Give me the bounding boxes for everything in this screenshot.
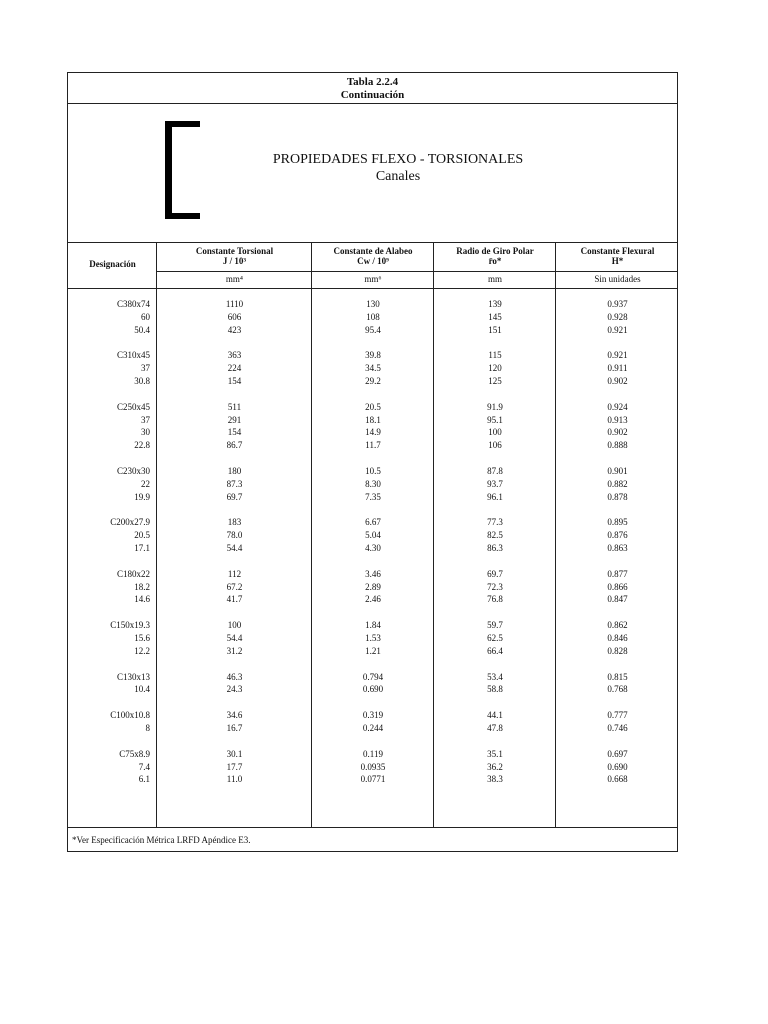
warping-cell: 2.89 — [365, 581, 381, 592]
warping-cell: 18.1 — [365, 414, 381, 425]
group-spacer — [68, 555, 677, 568]
flexural-cell: 0.878 — [607, 491, 628, 502]
flexural-header-line1: Constante Flexural — [580, 246, 655, 256]
table-row — [68, 542, 677, 555]
flexural-cell: 0.847 — [607, 594, 628, 605]
designation-cell: C150x19.3 — [110, 620, 150, 631]
group-spacer — [68, 658, 677, 671]
table-row — [68, 748, 677, 761]
table-row — [68, 414, 677, 427]
channel-section-icon — [162, 119, 202, 221]
flexural-cell: 0.828 — [607, 645, 628, 656]
torsion-cell: 1110 — [225, 299, 244, 309]
torsion-unit: mm⁴ — [225, 274, 244, 284]
table-row — [68, 581, 677, 594]
warping-cell: 0.0771 — [360, 774, 386, 785]
torsion-cell: 16.7 — [226, 722, 243, 733]
torsion-cell: 11.0 — [226, 774, 243, 785]
warping-cell: 0.244 — [362, 722, 384, 733]
table-row — [68, 593, 677, 606]
flexural-cell: 0.876 — [607, 530, 628, 541]
designation-cell: 22.8 — [134, 440, 150, 451]
gyration-cell: 106 — [488, 440, 502, 451]
torsion-cell: 423 — [227, 324, 242, 335]
designation-cell: 30.8 — [134, 375, 150, 386]
designation-cell: 50.4 — [134, 324, 150, 335]
gyration-cell: 58.8 — [487, 684, 503, 695]
table-row — [68, 761, 677, 774]
gyration-cell: 100 — [488, 427, 502, 438]
warping-header-line1: Constante de Alabeo — [333, 246, 413, 256]
torsion-cell: 54.4 — [226, 542, 243, 553]
warping-cell: 0.690 — [362, 684, 384, 695]
footer-divider — [68, 827, 677, 828]
table-row — [68, 311, 677, 324]
torsion-cell: 54.4 — [226, 632, 243, 643]
warping-cell: 4.30 — [365, 542, 381, 553]
warping-cell: 14.9 — [365, 427, 381, 438]
table-row — [68, 349, 677, 362]
flexural-cell: 0.937 — [607, 299, 628, 309]
gyration-cell: 139 — [488, 299, 502, 309]
flexural-unit: Sin unidades — [594, 274, 641, 284]
table-frame — [67, 72, 678, 852]
flexural-cell: 0.921 — [607, 324, 628, 335]
gyration-cell: 53.4 — [487, 671, 503, 682]
designation-cell: 15.6 — [134, 632, 150, 643]
torsion-cell: 154 — [227, 427, 242, 438]
gyration-header-line2: r̄o* — [488, 256, 502, 266]
torsion-cell: 180 — [227, 465, 242, 476]
gyration-cell: 120 — [488, 363, 502, 374]
table-body — [68, 298, 677, 786]
gyration-cell: 76.8 — [487, 594, 503, 605]
warping-cell: 5.04 — [365, 530, 381, 541]
torsion-cell: 67.2 — [226, 581, 243, 592]
warping-cell: 1.53 — [365, 632, 381, 643]
title-line1: PROPIEDADES FLEXO - TORSIONALES — [272, 152, 524, 167]
group-spacer — [68, 735, 677, 748]
warping-cell: 6.67 — [365, 517, 381, 528]
table-row — [68, 632, 677, 645]
warping-header-line2: Cw / 10⁹ — [357, 256, 389, 266]
flexural-cell: 0.902 — [607, 375, 628, 386]
group-spacer — [68, 336, 677, 349]
designation-cell: 37 — [141, 414, 150, 425]
warping-cell: 39.8 — [365, 350, 381, 361]
table-header — [68, 73, 677, 104]
group-spacer — [68, 452, 677, 465]
designation-cell: 18.2 — [134, 581, 150, 592]
table-row — [68, 722, 677, 735]
gyration-cell: 38.3 — [487, 774, 503, 785]
table-row — [68, 362, 677, 375]
designation-cell: C200x27.9 — [110, 517, 150, 528]
warping-header — [312, 246, 434, 266]
designation-cell: C380x74 — [116, 299, 150, 309]
table-row — [68, 439, 677, 452]
designation-cell: 20.5 — [134, 530, 150, 541]
torsion-cell: 363 — [227, 350, 242, 361]
warping-cell: 0.0935 — [360, 761, 386, 772]
table-row — [68, 401, 677, 414]
flexural-cell: 0.746 — [607, 722, 628, 733]
table-row — [68, 491, 677, 504]
gyration-cell: 72.3 — [487, 581, 503, 592]
table-row — [68, 426, 677, 439]
gyration-cell: 77.3 — [487, 517, 503, 528]
flexural-cell: 0.911 — [607, 363, 628, 374]
warping-cell: 130 — [366, 299, 380, 309]
designation-cell: 6.1 — [138, 774, 150, 785]
gyration-cell: 115 — [488, 350, 502, 361]
flexural-cell: 0.902 — [607, 427, 628, 438]
group-spacer — [68, 696, 677, 709]
gyration-cell: 86.3 — [487, 542, 503, 553]
warping-cell: 10.5 — [365, 465, 381, 476]
designation-cell: 8 — [145, 722, 150, 733]
title-box — [68, 104, 677, 243]
flexural-cell: 0.928 — [607, 311, 628, 322]
torsion-cell: 511 — [227, 401, 242, 412]
gyration-cell: 87.8 — [487, 465, 503, 476]
flexural-cell: 0.697 — [607, 748, 628, 759]
table-row — [68, 645, 677, 658]
designation-cell: 10.4 — [134, 684, 150, 695]
designation-cell: 17.1 — [134, 542, 150, 553]
table-row — [68, 709, 677, 722]
torsion-cell: 154 — [227, 375, 242, 386]
flexural-cell: 0.866 — [607, 581, 628, 592]
torsion-cell: 30.1 — [226, 748, 243, 759]
torsion-header-line1: Constante Torsional — [195, 246, 274, 256]
table-row — [68, 671, 677, 684]
torsion-cell: 41.7 — [226, 594, 243, 605]
torsion-header — [157, 246, 312, 266]
gyration-header-line1: Radio de Giro Polar — [456, 246, 534, 256]
warping-cell: 8.30 — [365, 478, 381, 489]
table-row — [68, 683, 677, 696]
flexural-cell: 0.921 — [607, 350, 628, 361]
table-row — [68, 619, 677, 632]
table-row — [68, 516, 677, 529]
warping-cell: 2.46 — [365, 594, 381, 605]
torsion-cell: 78.0 — [226, 530, 243, 541]
table-row — [68, 773, 677, 786]
torsion-header-line2: J / 10³ — [222, 256, 247, 266]
table-row — [68, 298, 677, 311]
flexural-cell: 0.777 — [607, 710, 628, 721]
torsion-cell: 224 — [227, 363, 242, 374]
warping-cell: 0.794 — [362, 671, 384, 682]
designation-header: Designación — [89, 259, 136, 269]
gyration-header — [434, 246, 556, 266]
warping-cell: 7.35 — [365, 491, 381, 502]
gyration-cell: 69.7 — [487, 568, 503, 579]
warping-cell: 0.119 — [363, 748, 383, 759]
group-spacer — [68, 388, 677, 401]
warping-cell: 1.21 — [365, 645, 381, 656]
warping-cell: 95.4 — [365, 324, 381, 335]
designation-cell: C250x45 — [116, 401, 150, 412]
designation-cell: 7.4 — [138, 761, 150, 772]
table-row — [68, 465, 677, 478]
gyration-cell: 96.1 — [487, 491, 503, 502]
warping-cell: 0.319 — [362, 710, 384, 721]
table-row — [68, 568, 677, 581]
flexural-cell: 0.882 — [607, 478, 628, 489]
flexural-cell: 0.846 — [607, 632, 628, 643]
flexural-cell: 0.877 — [607, 568, 628, 579]
unit-divider — [157, 271, 677, 272]
gyration-cell: 82.5 — [487, 530, 503, 541]
warping-cell: 29.2 — [365, 375, 381, 386]
torsion-cell: 46.3 — [226, 671, 243, 682]
table-row — [68, 478, 677, 491]
gyration-cell: 125 — [488, 375, 502, 386]
flexural-cell: 0.924 — [607, 401, 628, 412]
flexural-cell: 0.815 — [607, 671, 628, 682]
table-row — [68, 375, 677, 388]
flexural-cell: 0.862 — [607, 620, 628, 631]
gyration-cell: 47.8 — [487, 722, 503, 733]
table-continuation: Continuación — [340, 89, 405, 101]
torsion-cell: 17.7 — [226, 761, 243, 772]
table-row — [68, 324, 677, 337]
group-spacer — [68, 503, 677, 516]
flexural-cell: 0.863 — [607, 542, 628, 553]
warping-cell: 34.5 — [365, 363, 381, 374]
gyration-cell: 95.1 — [487, 414, 503, 425]
gyration-unit: mm — [487, 274, 502, 284]
torsion-cell: 291 — [227, 414, 242, 425]
warping-cell: 11.7 — [365, 440, 381, 451]
flexural-cell: 0.668 — [607, 774, 628, 785]
designation-cell: 37 — [141, 363, 150, 374]
designation-cell: C310x45 — [116, 350, 150, 361]
table-number: Tabla 2.2.4 — [346, 76, 399, 88]
designation-cell: C75x8.9 — [119, 748, 150, 759]
flexural-cell: 0.768 — [607, 684, 628, 695]
flexural-cell: 0.895 — [607, 517, 628, 528]
gyration-cell: 91.9 — [487, 401, 503, 412]
torsion-cell: 86.7 — [226, 440, 243, 451]
group-spacer — [68, 606, 677, 619]
designation-cell: 22 — [141, 478, 150, 489]
gyration-cell: 44.1 — [487, 710, 503, 721]
warping-cell: 108 — [366, 311, 380, 322]
warping-unit: mm⁶ — [364, 274, 382, 284]
torsion-cell: 100 — [227, 620, 242, 631]
gyration-cell: 62.5 — [487, 632, 503, 643]
designation-cell: 12.2 — [134, 645, 150, 656]
flexural-cell: 0.901 — [607, 465, 628, 476]
footnote: *Ver Especificación Métrica LRFD Apéndice E3. — [72, 835, 251, 845]
warping-cell: 1.84 — [365, 620, 381, 631]
flexural-cell: 0.690 — [607, 761, 628, 772]
flexural-cell: 0.888 — [607, 440, 628, 451]
torsion-cell: 31.2 — [226, 645, 243, 656]
torsion-cell: 69.7 — [226, 491, 243, 502]
gyration-cell: 59.7 — [487, 620, 503, 631]
table-row — [68, 529, 677, 542]
page-title — [218, 151, 578, 185]
torsion-cell: 34.6 — [226, 710, 243, 721]
gyration-cell: 145 — [488, 311, 502, 322]
gyration-cell: 93.7 — [487, 478, 503, 489]
designation-cell: C180x22 — [116, 568, 150, 579]
gyration-cell: 151 — [488, 324, 502, 335]
designation-cell: 14.6 — [134, 594, 150, 605]
gyration-cell: 66.4 — [487, 645, 503, 656]
flexural-cell: 0.913 — [607, 414, 628, 425]
torsion-cell: 606 — [227, 311, 242, 322]
title-line2: Canales — [375, 169, 421, 184]
designation-cell: 30 — [141, 427, 150, 438]
flexural-header-line2: H* — [611, 256, 624, 266]
torsion-cell: 24.3 — [226, 684, 243, 695]
gyration-cell: 35.1 — [487, 748, 503, 759]
warping-cell: 3.46 — [365, 568, 381, 579]
torsion-cell: 87.3 — [226, 478, 243, 489]
gyration-cell: 36.2 — [487, 761, 503, 772]
designation-cell: C230x30 — [116, 465, 150, 476]
torsion-cell: 183 — [227, 517, 242, 528]
warping-cell: 20.5 — [365, 401, 381, 412]
designation-cell: C130x13 — [116, 671, 150, 682]
designation-cell: 60 — [141, 311, 150, 322]
designation-cell: C100x10.8 — [110, 710, 150, 721]
torsion-cell: 112 — [227, 568, 242, 579]
flexural-header — [556, 246, 679, 266]
designation-cell: 19.9 — [134, 491, 150, 502]
